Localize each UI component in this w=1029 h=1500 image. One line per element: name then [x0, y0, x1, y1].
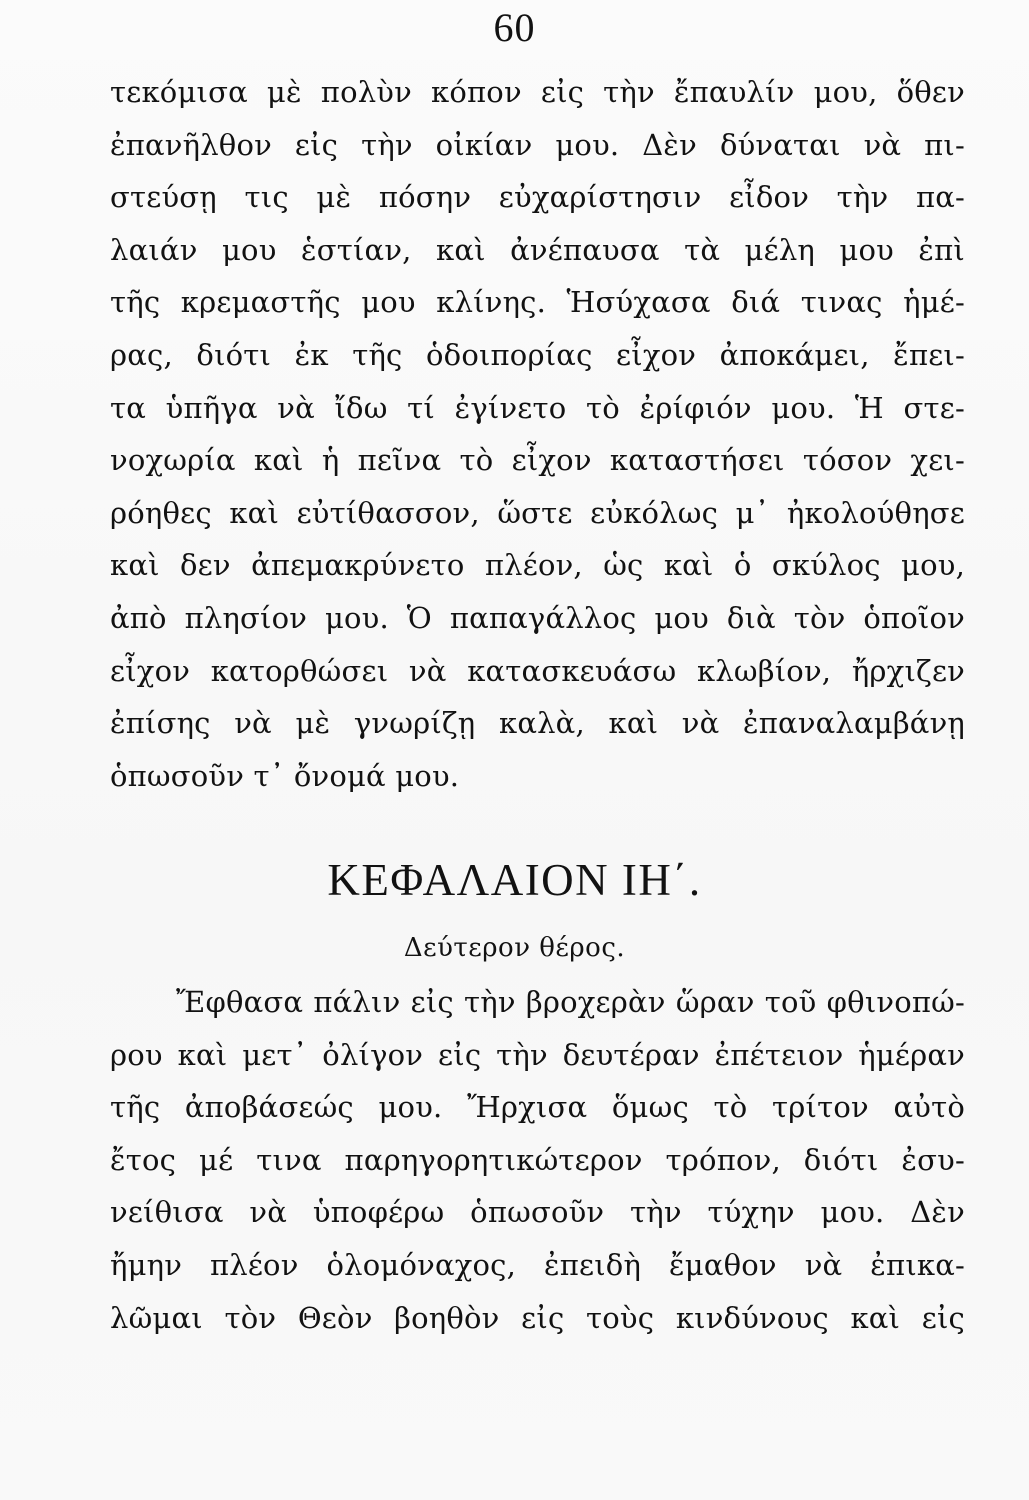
text-line: τῆς ἀποβάσεώς μου. Ἤρχισα ὅμως τὸ τρίτον αὐτὸ: [110, 1090, 965, 1125]
paragraph-continued: [110, 66, 965, 802]
text-line: στεύσῃ τις μὲ πόσην εὐχαρίστησιν εἶδον τὴν πα-: [110, 180, 965, 215]
text-line: ὁπωσοῦν τ᾽ ὄνομά μου.: [110, 758, 460, 793]
text-line: τῆς κρεμαστῆς μου κλίνης. Ἡσύχασα διά τινας ἡμέ-: [110, 285, 965, 320]
text-line: ρου καὶ μετ᾽ ὀλίγον εἰς τὴν δευτέραν ἐπέτειον ἡμέραν: [110, 1037, 965, 1072]
text-line: εἶχον κατορθώσει νὰ κατασκευάσω κλωβίον, ἤρχιζεν: [110, 653, 965, 688]
text-line: ἔτος μέ τινα παρηγορητικώτερον τρόπον, διότι ἐσυ-: [110, 1142, 965, 1177]
text-line: ἐπανῆλθον εἰς τὴν οἰκίαν μου. Δὲν δύναται νὰ πι-: [110, 127, 965, 162]
chapter-subtitle: Δεύτερον θέρος.: [403, 933, 626, 963]
text-line: νοχωρία καὶ ἡ πεῖνα τὸ εἶχον καταστήσει τόσον χει-: [110, 443, 965, 478]
text-line: καὶ δεν ἀπεμακρύνετο πλέον, ὡς καὶ ὁ σκύλος μου,: [110, 548, 965, 583]
text-line: τα ὑπῆγα νὰ ἴδω τί ἐγίνετο τὸ ἐρίφιόν μου. Ἡ στε-: [110, 390, 965, 425]
text-line: ἀπὸ πλησίον μου. Ὁ παπαγάλλος μου διὰ τὸν ὁποῖον: [110, 600, 965, 635]
text-line: νείθισα νὰ ὑποφέρω ὁπωσοῦν τὴν τύχην μου. Δὲν: [110, 1195, 965, 1230]
text-line: ρόηθες καὶ εὐτίθασσον, ὥστε εὐκόλως μ᾽ ἠκολούθησε: [110, 495, 965, 530]
text-line: λαιάν μου ἑστίαν, καὶ ἀνέπαυσα τὰ μέλη μου ἐπὶ: [110, 232, 965, 267]
text-line: Ἔφθασα πάλιν εἰς τὴν βροχερὰν ὥραν τοῦ φθινοπώ-: [176, 985, 965, 1019]
paragraph-new: [110, 976, 965, 1344]
text-line: λῶμαι τὸν Θεὸν βοηθὸν εἰς τοὺς κινδύνους καὶ εἰς: [110, 1300, 965, 1335]
chapter-title: ΚΕΦΑΛΑΙΟΝ ΙΗ΄.: [327, 855, 702, 905]
text-line: τεκόμισα μὲ πολὺν κόπον εἰς τὴν ἔπαυλίν μου, ὅθεν: [110, 75, 965, 109]
text-line: ρας, διότι ἐκ τῆς ὁδοιπορίας εἶχον ἀποκάμει, ἔπει-: [110, 337, 965, 372]
text-line: ἤμην πλέον ὁλομόναχος, ἐπειδὴ ἔμαθον νὰ ἐπικα-: [110, 1247, 965, 1282]
page-number: 60: [493, 5, 536, 50]
text-line: ἐπίσης νὰ μὲ γνωρίζῃ καλὰ, καὶ νὰ ἐπαναλαμβάνῃ: [110, 706, 965, 741]
